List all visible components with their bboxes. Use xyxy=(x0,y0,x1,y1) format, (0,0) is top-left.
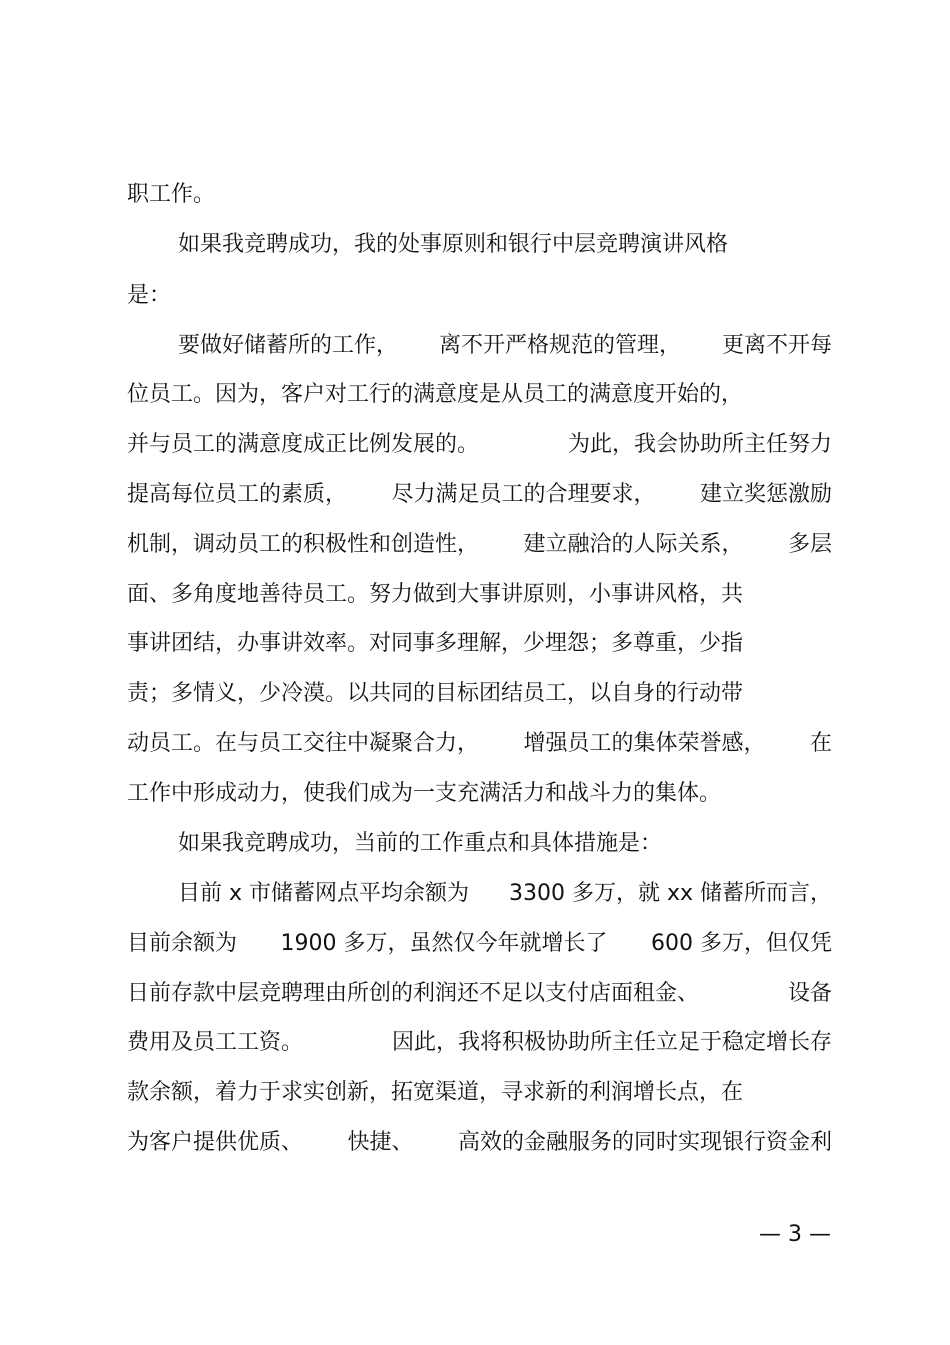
text-segment: 增强员工的集体荣誉感， xyxy=(523,731,766,756)
text-line xyxy=(127,580,832,610)
text-segment: 尽力满足员工的合理要求， xyxy=(391,482,656,507)
text-line xyxy=(127,281,832,311)
text-line xyxy=(127,430,832,460)
text-segment: 责；多情义，少冷漠。以共同的目标团结员工，以自身的行动带 xyxy=(127,681,744,706)
text-segment: 如果我竞聘成功，当前的工作重点和具体措施是： xyxy=(178,831,663,856)
page-number: — 3 — xyxy=(759,1222,831,1247)
text-segment: 600 多万，但仅凭 xyxy=(651,931,832,956)
text-segment: 动员工。在与员工交往中凝聚合力， xyxy=(127,731,480,756)
text-segment: 工作中形成动力，使我们成为一支充满活力和战斗力的集体。 xyxy=(127,781,722,806)
text-segment: 快捷、 xyxy=(347,1130,414,1155)
text-segment: 机制，调动员工的积极性和创造性， xyxy=(127,532,480,557)
text-segment: 款余额，着力于求实创新，拓宽渠道，寻求新的利润增长点，在 xyxy=(127,1080,744,1105)
text-segment: 日前存款中层竞聘理由所创的利润还不足以支付店面租金、 xyxy=(127,981,700,1006)
text-segment: 在 xyxy=(809,731,832,756)
text-line xyxy=(178,829,832,859)
text-segment: 3300 多万，就 xx 储蓄所而言， xyxy=(508,881,832,906)
text-segment: 并与员工的满意度成正比例发展的。 xyxy=(127,432,480,457)
text-segment: 离不开严格规范的管理， xyxy=(438,333,681,358)
text-line xyxy=(127,779,832,809)
text-line xyxy=(127,1028,832,1058)
text-line xyxy=(127,729,832,759)
text-line xyxy=(178,331,832,361)
text-segment: 建立奖惩激励 xyxy=(699,482,832,507)
text-line xyxy=(127,1078,832,1108)
text-segment: 提高每位员工的素质， xyxy=(127,482,348,507)
text-segment: 是： xyxy=(127,283,172,308)
text-segment: 事讲团结，办事讲效率。对同事多理解，少埋怨；多尊重，少指 xyxy=(127,631,744,656)
text-segment: 设备 xyxy=(787,981,832,1006)
text-segment: 建立融洽的人际关系， xyxy=(523,532,744,557)
text-segment: 1900 多万，虽然仅今年就增长了 xyxy=(280,931,608,956)
text-segment: 为客户提供优质、 xyxy=(127,1130,304,1155)
text-segment: 位员工。因为，客户对工行的满意度是从员工的满意度开始的， xyxy=(127,382,744,407)
text-line xyxy=(127,679,832,709)
text-segment: 面、多角度地善待员工。努力做到大事讲原则，小事讲风格，共 xyxy=(127,582,744,607)
text-segment: 高效的金融服务的同时实现银行资金利 xyxy=(457,1130,832,1155)
text-segment: 如果我竞聘成功，我的处事原则和银行中层竞聘演讲风格 xyxy=(178,232,729,257)
text-line xyxy=(127,929,832,959)
text-segment: 要做好储蓄所的工作， xyxy=(178,333,399,358)
text-segment: 费用及员工工资。 xyxy=(127,1030,304,1055)
text-segment: 更离不开每 xyxy=(721,333,832,358)
text-segment: 目前 x 市储蓄网点平均余额为 xyxy=(178,881,470,906)
text-line xyxy=(127,480,832,510)
text-line xyxy=(127,380,832,410)
text-segment: 因此，我将积极协助所主任立足于稳定增长存 xyxy=(391,1030,832,1055)
text-line xyxy=(178,230,832,260)
text-line xyxy=(178,879,832,909)
text-line xyxy=(127,180,832,210)
text-line xyxy=(127,530,832,560)
text-line xyxy=(127,629,832,659)
text-line xyxy=(127,1128,832,1158)
text-segment: 职工作。 xyxy=(127,182,216,207)
text-segment: 目前余额为 xyxy=(127,931,238,956)
text-segment: 多层 xyxy=(787,532,832,557)
text-segment: 为此，我会协助所主任努力 xyxy=(567,432,832,457)
text-line xyxy=(127,979,832,1009)
